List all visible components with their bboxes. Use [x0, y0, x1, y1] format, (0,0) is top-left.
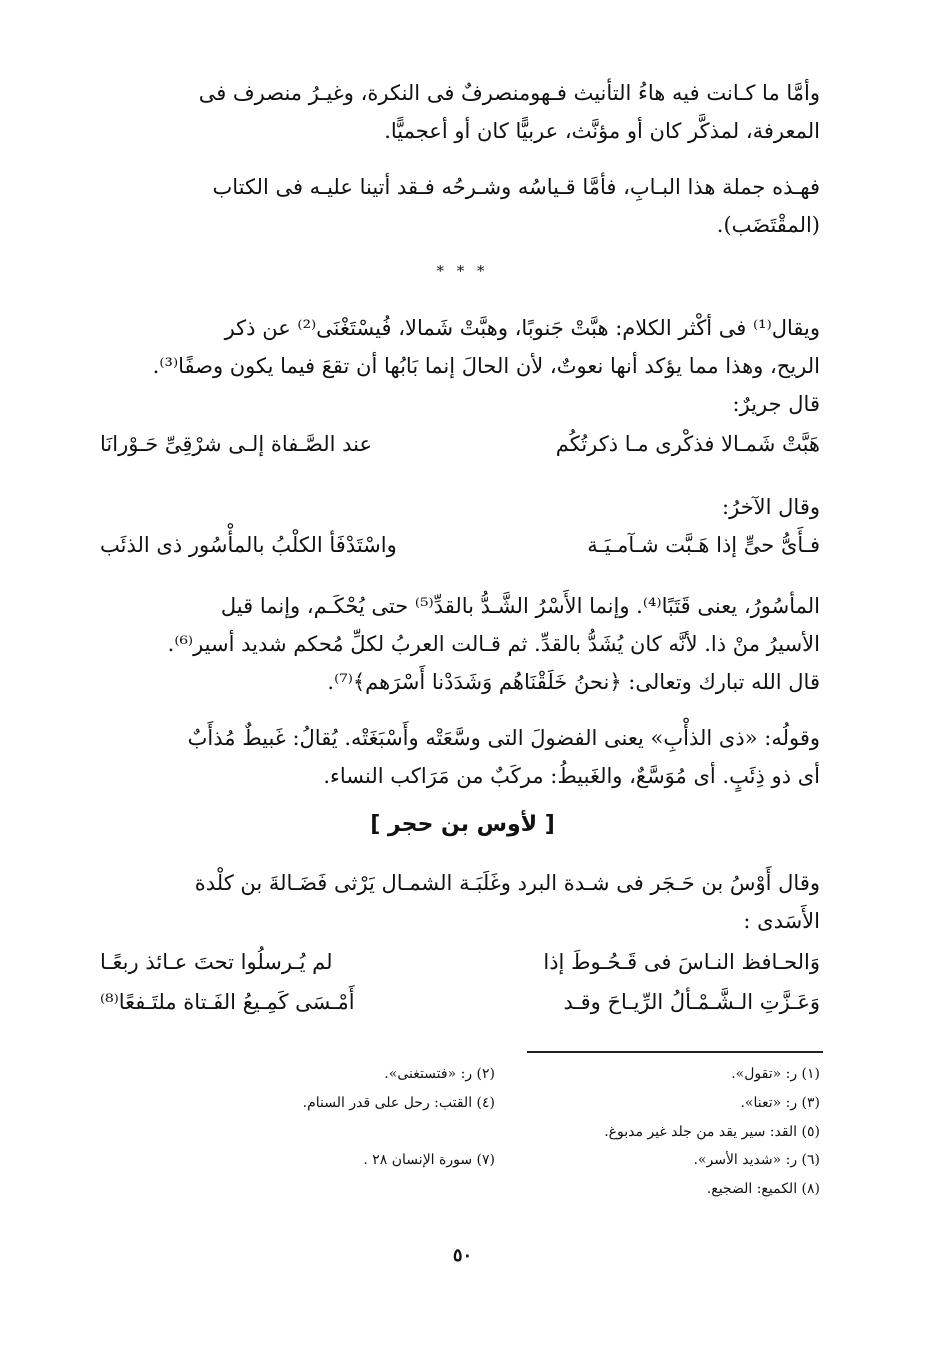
- verse-line: [100, 950, 820, 990]
- paragraph-7: [100, 864, 820, 940]
- verse-first-hemistich: هَبَّتْ شَمـالا فذكْرى مـا ذكرتُكُم: [555, 432, 820, 456]
- text-line: ويقال⁽¹⁾ فى أكْثر الكلام: هبَّتْ جَنوبًا، وهبَّتْ شَمالا، فُيسْتَغْنَى⁽²⁾ عن ذكر: [224, 316, 820, 340]
- footnote-divider: [527, 1051, 823, 1053]
- paragraph-6: [100, 719, 820, 795]
- text-line: المأسُورُ، يعنى قَتَبًا⁽⁴⁾. وإنما الأَسْرُ الشَّـدُّ بالقدِّ⁽⁵⁾ حتى يُحْكَـم، وإنما قيل: [220, 594, 820, 618]
- footnote: (٧) سورة الإنسان ٢٨ .: [363, 1152, 495, 1168]
- verse-second-hemistich: واسْتَدْفَأ الكلْبُ بالمأْسُور ذى الذئَب: [100, 533, 397, 557]
- verse-second-hemistich: أَمْـسَى كَمِـيعُ الفَـتاة ملتَـفعًا⁽⁸⁾: [100, 990, 355, 1014]
- text-line: وأمَّا ما كـانت فيه هاءُ التأنيث فـهومنصرفٌ فى النكرة، وغيـرُ منصرف فى: [198, 81, 820, 105]
- paragraph-3: [100, 309, 820, 423]
- text-line: الأَسَدى :: [743, 909, 820, 933]
- verse-line: [100, 533, 820, 573]
- paragraph-5: [100, 587, 820, 701]
- footnote: (٣) ر: «تعنا».: [740, 1095, 820, 1111]
- footnote: (٥) القد: سير يقد من جلد غير مدبوغ.: [604, 1124, 820, 1140]
- text-line: المعرفة، لمذكَّر كان أو مؤنَّث، عربيًّا كان أو أعجميًّا.: [384, 119, 820, 143]
- text-line: الأسيرُ منْ ذا. لأنَّه كان يُشَدُّ بالقدِّ. ثم قـالت العربُ لكلِّ مُحكم شديد أسير⁽⁶⁾.: [167, 632, 820, 656]
- verse-first-hemistich: فـأَىُّ حىٍّ إذا هَـبَّت شـآمـيَـة: [587, 533, 820, 557]
- text-line: وقال الآخرُ:: [722, 495, 820, 519]
- verse-first-hemistich: وَالحـافظ النـاسَ فى قَـحُـوطَ إذا: [543, 950, 820, 974]
- text-line: (المقْتَضَب).: [716, 213, 820, 237]
- verse-line: [100, 990, 820, 1030]
- text-line: وقولُه: «ذى الذأْبِ» يعنى الفضولَ التى وسَّعَتْه وأَسْبَغَتْه. يُقالُ: غَبيطٌ مُذأَبٌ: [187, 726, 820, 750]
- footnote: (٨) الكميع: الضجيع.: [706, 1181, 820, 1197]
- section-heading: [ لأوس بن حجر ]: [370, 812, 555, 837]
- section-separator: * * *: [436, 262, 489, 280]
- verse-first-hemistich: وَعَـزَّتِ الـشَّـمْـألُ الرِّيـاحَ وقـد: [563, 990, 820, 1014]
- paragraph-1: [100, 74, 820, 150]
- footnote: (٤) القتب: رحل على قدر السنام.: [302, 1095, 495, 1111]
- text-line: فهـذه جملة هذا البـابِ، فأمَّا قـياسُه وشـرحُه فـقد أتينا عليـه فى الكتاب: [212, 175, 820, 199]
- paragraph-4: [100, 488, 820, 526]
- text-line: أى ذو ذِئَبٍ. أى مُوَسَّعٌ، والغَبيطُ: مركَبٌ من مَرَاكب النساء.: [323, 764, 820, 788]
- verse-second-hemistich: عند الصَّـفاة إلـى شرْقِىِّ حَـوْرانَا: [100, 432, 373, 456]
- footnote: (٢) ر: «فتستغنى».: [384, 1066, 495, 1082]
- text-line: قال الله تبارك وتعالى: ﴿نحنُ خَلَقْنَاهُم وَشَدَدْنا أَسْرَهم﴾⁽⁷⁾.: [327, 670, 820, 694]
- paragraph-2: [100, 168, 820, 244]
- footnote: (١) ر: «تقول».: [731, 1066, 820, 1082]
- verse-second-hemistich: لم يُـرسلُوا تحتَ عـائذ ربعًـا: [100, 950, 333, 974]
- footnote: (٦) ر: «شديد الأسر».: [693, 1152, 820, 1168]
- text-line: الريح، وهذا مما يؤكد أنها نعوتٌ، لأن الحالَ إنما بَابُها أن تقعَ فيما يكون وصفًا⁽³⁾.: [152, 354, 820, 378]
- text-line: قال جريرٌ:: [732, 392, 820, 416]
- verse-line: [100, 432, 820, 472]
- page-number: ٥٠: [452, 1245, 473, 1266]
- text-line: وقال أَوْسُ بن حَـجَر فى شـدة البرد وغَلَبَـة الشمـال يَرْثى فَضَـالةَ بن كلْدة: [194, 871, 820, 895]
